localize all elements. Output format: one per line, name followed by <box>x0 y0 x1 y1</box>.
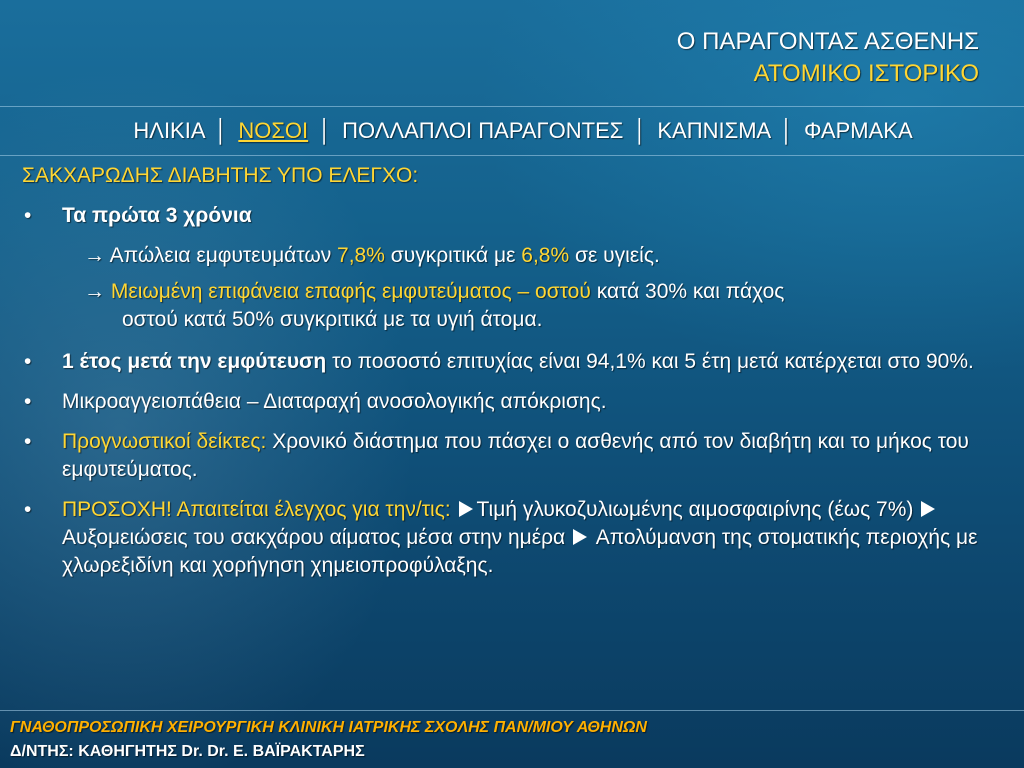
bullet-text: Απολύμανση της στοματικής περιοχής με χλωρεξιδίνη και χορήγηση χημειοπροφύλαξης. <box>62 526 978 577</box>
nav-item-multiple-factors[interactable]: ΠΟΛΛΑΠΛΟΙ ΠΑΡΑΓΟΝΤΕΣ <box>342 118 624 143</box>
nav-separator: │ <box>780 118 794 143</box>
highlight-text: Μειωμένη επιφάνεια επαφής εμφυτεύματος – οστού <box>110 280 591 303</box>
slide-content <box>22 162 997 592</box>
slide-footer <box>10 716 647 764</box>
bullet-text: το ποσοστό επιτυχίας είναι 94,1% και 5 έτη μετά κατέρχεται στο 90%. <box>326 350 974 373</box>
footer-director: Δ/ΝΤΗΣ: ΚΑΘΗΓΗΤΗΣ Dr. Dr. Ε. ΒΑΪΡΑΚΤΑΡΗΣ <box>10 743 365 760</box>
header-divider <box>0 106 1024 107</box>
slide-title: Ο ΠΑΡΑΓΟΝΤΑΣ ΑΣΘΕΝΗΣ <box>676 28 979 55</box>
bullet-first-years <box>22 202 997 230</box>
play-triangle-icon <box>921 501 935 517</box>
highlight-text: ΠΡΟΣΟΧΗ! Απαιτείται έλεγχος για την/τις: <box>62 498 457 521</box>
nav-separator: │ <box>633 118 648 143</box>
bullet-text: Αυξομειώσεις του σακχάρου αίματος μέσα στην ημέρα <box>62 526 572 549</box>
bullet-text: Μικροαγγειοπάθεια – Διαταραχή ανοσολογικής απόκρισης. <box>62 390 607 413</box>
play-triangle-icon <box>573 529 587 545</box>
footer-clinic: ΓΝΑΘΟΠΡΟΣΩΠΙΚΗ ΧΕΙΡΟΥΡΓΙΚΗ ΚΛΙΝΙΚΗ ΙΑΤΡΙΚΗΣ ΣΧΟΛΗΣ ΠΑΝ/ΜΙΟΥ ΑΘΗΝΩΝ <box>10 719 647 736</box>
nav-item-smoking[interactable]: ΚΑΠΝΙΣΜΑ <box>657 118 770 143</box>
sub-continuation: οστού κατά 50% συγκριτικά με τα υγιή άτομα. <box>122 308 543 331</box>
bullet-text: Χρονικό διάστημα που πάσχει ο ασθενής από τον διαβήτη και το μήκος του εμφυτεύματος. <box>62 430 969 481</box>
sub-text: → Απώλεια εμφυτευμάτων <box>84 244 338 267</box>
footer-divider <box>0 710 1024 711</box>
nav-item-age[interactable]: ΗΛΙΚΙΑ <box>133 118 205 143</box>
bullet-microangiopathy <box>22 388 997 416</box>
nav-item-medication[interactable]: ΦΑΡΜΑΚΑ <box>804 118 913 143</box>
nav-item-diseases[interactable]: ΝΟΣΟΙ <box>238 118 309 143</box>
bullet-attention <box>22 496 997 580</box>
section-title: ΣΑΚΧΑΡΩΔΗΣ ΔΙΑΒΗΤΗΣ ΥΠΟ ΕΛΕΓΧΟ: <box>22 164 419 187</box>
sub-implant-loss <box>22 242 997 270</box>
arrow: → <box>84 280 111 303</box>
bullet-dot: • <box>24 430 32 453</box>
slide-header <box>677 26 979 90</box>
play-triangle-icon <box>459 501 473 517</box>
sub-text: κατά 30% και πάχος <box>590 280 785 303</box>
bullet-bold: 1 έτος μετά την εμφύτευση <box>62 350 327 373</box>
sub-text: σε υγιείς. <box>569 244 660 267</box>
nav-divider <box>0 155 1024 156</box>
bullet-one-year <box>22 348 997 376</box>
bullet-dot: • <box>24 498 32 521</box>
highlight-text: Προγνωστικοί δείκτες: <box>62 430 267 453</box>
bullet-dot: • <box>24 204 32 227</box>
bullet-prognostic <box>22 428 997 484</box>
bullet-dot: • <box>24 350 32 373</box>
slide-subtitle: ΑΤΟΜΙΚΟ ΙΣΤΟΡΙΚΟ <box>753 60 979 87</box>
rate-value: 7,8% <box>337 244 385 267</box>
bullet-heading: Τα πρώτα 3 χρόνια <box>62 204 252 227</box>
topic-nav <box>0 118 1024 144</box>
bullet-dot: • <box>24 390 32 413</box>
sub-text: συγκριτικά με <box>384 244 522 267</box>
nav-separator: │ <box>318 118 333 143</box>
rate-value: 6,8% <box>521 244 570 267</box>
nav-separator: │ <box>214 118 229 143</box>
bullet-text: Τιμή γλυκοζυλιωμένης αιμοσφαιρίνης (έως 7%) <box>476 498 920 521</box>
sub-contact-surface <box>22 278 997 334</box>
